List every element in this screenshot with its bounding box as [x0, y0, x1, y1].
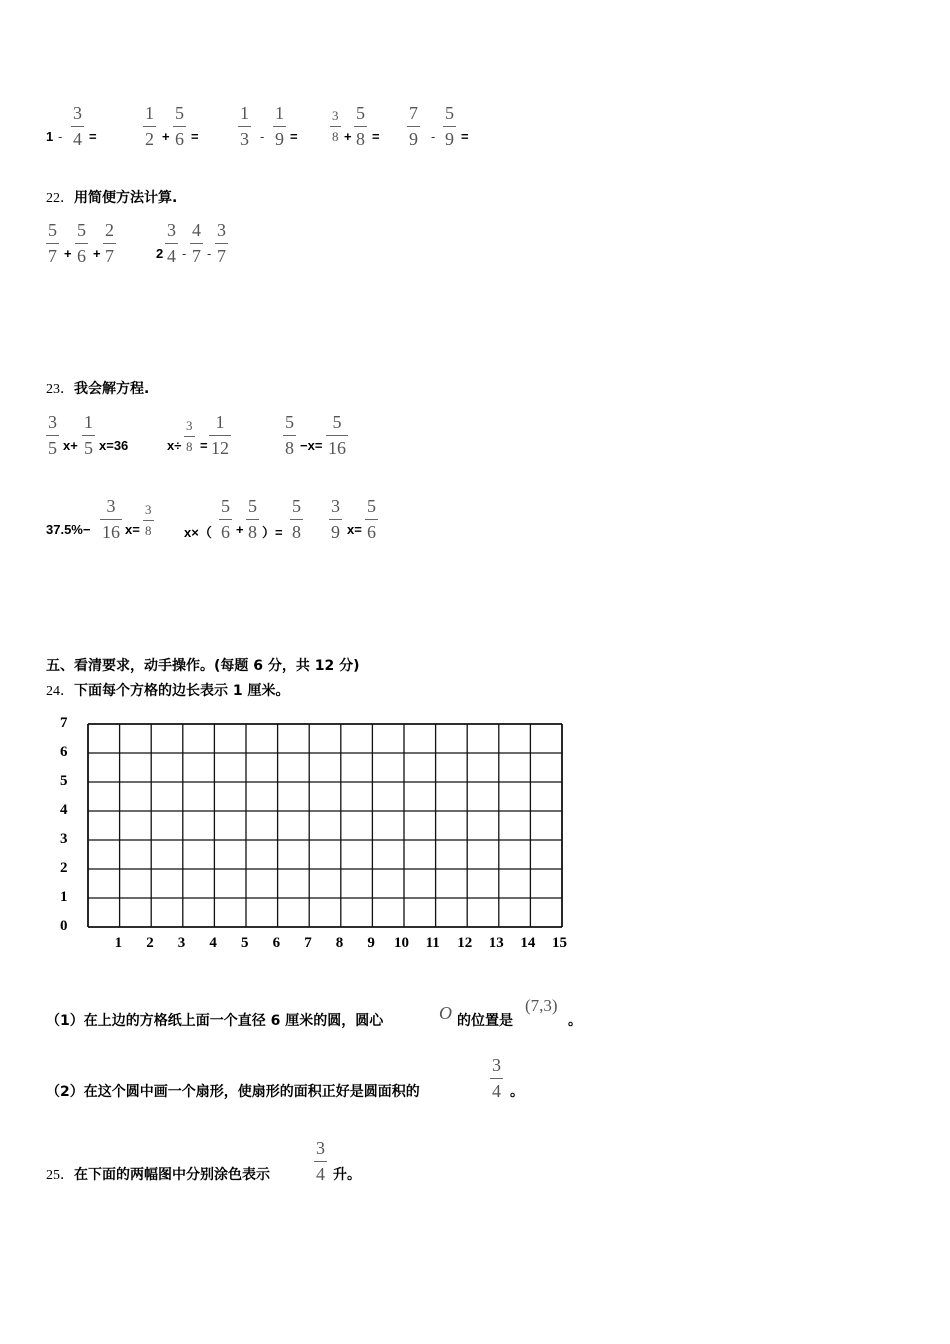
equals: =: [290, 129, 298, 144]
operator: +: [64, 246, 72, 261]
equation-text: x×（: [184, 525, 212, 540]
question-23-title: 23．我会解方程.: [46, 381, 150, 397]
y-axis-label: 1: [60, 889, 68, 905]
y-axis-label: 7: [60, 715, 68, 731]
fraction: 3 8: [145, 502, 152, 538]
y-axis-label: 2: [60, 860, 68, 876]
equation-text: 37.5%−: [46, 522, 91, 537]
y-axis-label: 0: [60, 918, 68, 934]
fraction: 3 7: [217, 220, 226, 266]
equation-text: =: [200, 438, 208, 453]
fraction: 3 4: [492, 1055, 501, 1101]
x-axis-label: 5: [241, 935, 249, 951]
operator: -: [260, 129, 265, 144]
x-axis-label: 4: [209, 935, 217, 951]
equation-text: ）=: [262, 525, 283, 540]
lead-number: 2: [156, 246, 164, 261]
fraction: 5 9: [445, 103, 454, 149]
question-22-title: 22．用简便方法计算.: [46, 190, 178, 206]
x-axis-label: 10: [394, 935, 409, 951]
y-axis-label: 4: [60, 802, 68, 818]
section-5-title: 五、看清要求，动手操作。(每题 6 分，共 12 分): [46, 658, 360, 674]
question-24-title: 24．下面每个方格的边长表示 1 厘米。: [46, 683, 290, 699]
fraction: 5 6: [77, 220, 86, 266]
equation-text: +: [236, 522, 244, 537]
part-2-text: （2）在这个圆中画一个扇形，使扇形的面积正好是圆面积的: [46, 1084, 420, 1100]
fraction: 1 2: [145, 103, 154, 149]
y-axis-label: 6: [60, 744, 68, 760]
fraction: 2 7: [105, 220, 114, 266]
part-1-text: （1）在上边的方格纸上面一个直径 6 厘米的圆，圆心: [46, 1013, 384, 1029]
operator: +: [162, 129, 170, 144]
period: 。: [510, 1084, 524, 1100]
fraction: 5 8: [292, 496, 301, 542]
equation-text: x=36: [99, 438, 129, 453]
fraction: 5 7: [48, 220, 57, 266]
x-axis-label: 7: [304, 935, 312, 951]
equals: =: [89, 129, 97, 144]
question-25-text: 25．在下面的两幅图中分别涂色表示: [46, 1167, 270, 1183]
fraction: 3 4: [73, 103, 82, 149]
fraction: 3 4: [316, 1138, 325, 1184]
fraction: 5 6: [221, 496, 230, 542]
fraction: 3 5: [48, 412, 57, 458]
fraction: 5 8: [356, 103, 365, 149]
x-axis-label: 6: [272, 935, 281, 951]
fraction: 3 8: [186, 418, 193, 454]
equals: =: [461, 129, 469, 144]
center-variable: O: [439, 1003, 452, 1023]
fraction: 3 16: [102, 496, 120, 542]
period: 。: [568, 1013, 582, 1029]
fraction: 3 8: [332, 108, 339, 144]
x-axis-label: 13: [488, 935, 504, 951]
operator: +: [93, 246, 101, 261]
fraction: 5 8: [285, 412, 294, 458]
y-axis-label: 5: [60, 773, 68, 789]
part-1-text2: 的位置是: [457, 1013, 513, 1029]
fraction: 4 7: [192, 220, 201, 266]
fraction: 3 4: [167, 220, 176, 266]
lead-number: 1: [46, 129, 54, 144]
fraction: 1 3: [240, 103, 249, 149]
x-axis-label: 8: [335, 935, 344, 951]
x-axis-label: 9: [367, 935, 375, 951]
x-axis-label: 12: [457, 935, 473, 951]
center-coordinate: (7,3): [525, 996, 558, 1015]
x-axis-label: 1: [114, 935, 123, 951]
fraction: 3 9: [331, 496, 340, 542]
equation-text: x=: [125, 522, 140, 537]
fraction: 1 12: [211, 412, 229, 458]
fraction: 5 8: [248, 496, 257, 542]
equation-text: −x=: [300, 438, 323, 453]
operator: -: [182, 246, 187, 261]
x-axis-label: 3: [177, 935, 186, 951]
x-axis-label: 11: [425, 935, 440, 951]
equals: =: [191, 129, 199, 144]
fraction: 7 9: [409, 103, 418, 149]
equals: =: [372, 129, 380, 144]
unit-text: 升。: [333, 1167, 361, 1183]
operator: +: [344, 129, 352, 144]
operator: -: [431, 129, 436, 144]
operator: -: [207, 246, 212, 261]
fraction: 1 9: [275, 103, 284, 149]
fraction: 5 6: [175, 103, 184, 149]
operator: -: [58, 129, 63, 144]
fraction: 5 16: [328, 412, 346, 458]
x-axis-label: 2: [146, 935, 154, 951]
equation-text: x÷: [167, 438, 182, 453]
fraction: 5 6: [367, 496, 376, 542]
fraction: 1 5: [84, 412, 93, 458]
x-axis-label: 14: [520, 935, 536, 951]
equation-text: x=: [347, 522, 362, 537]
x-axis-label: 15: [552, 935, 567, 951]
y-axis-label: 3: [60, 831, 68, 847]
equation-text: x+: [63, 438, 78, 453]
